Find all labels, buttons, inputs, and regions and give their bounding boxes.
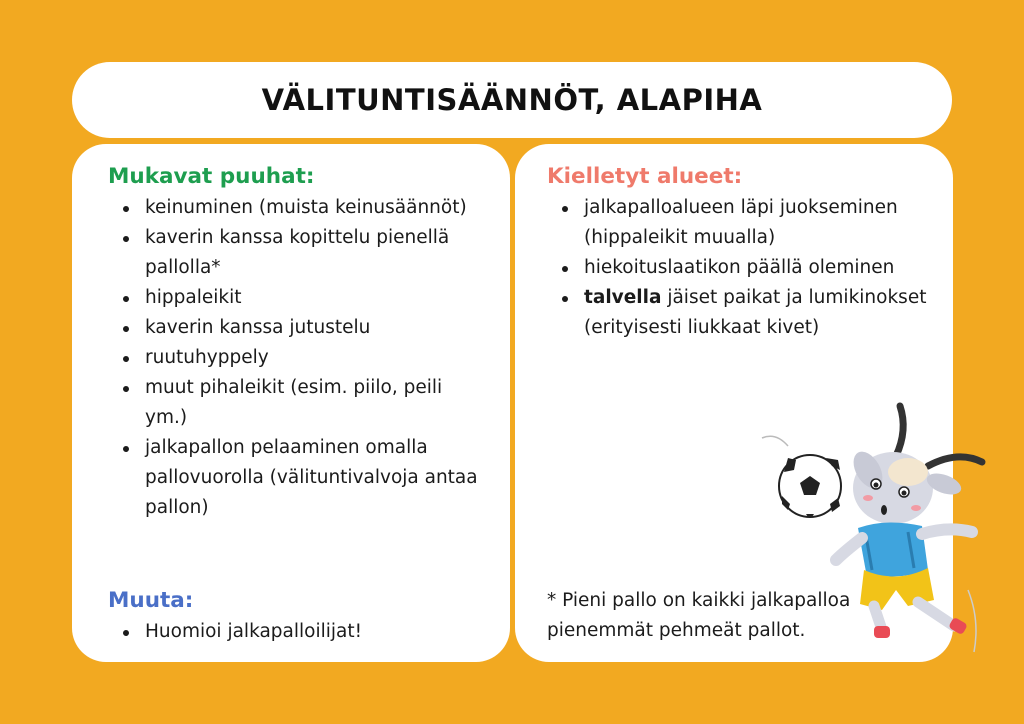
list-item: hippaleikit	[145, 283, 486, 313]
forbidden-list	[547, 193, 933, 343]
soccer-ball-icon	[779, 455, 841, 517]
goat-playing-football-icon	[758, 400, 988, 680]
allowed-activities-card	[72, 144, 510, 662]
forbidden-heading: Kielletyt alueet:	[547, 164, 743, 189]
other-list	[108, 617, 362, 647]
other-heading: Muuta:	[108, 588, 194, 613]
winter-rest: jäiset paikat ja lumikinokset (erityisesti liukkaat kivet)	[584, 287, 927, 338]
page-title: VÄLITUNTISÄÄNNÖT, ALAPIHA	[261, 83, 763, 117]
winter-bold: talvella	[584, 287, 662, 308]
list-item: jalkapalloalueen läpi juokseminen (hippaleikit muualla)	[584, 193, 933, 253]
allowed-list	[108, 193, 486, 523]
footnote: * Pieni pallo on kaikki jalkapalloa pienemmät pehmeät pallot.	[547, 590, 851, 641]
other-section	[108, 588, 362, 647]
list-item: hiekoituslaatikon päällä oleminen	[584, 253, 933, 283]
list-item: kaverin kanssa kopittelu pienellä pallolla*	[145, 223, 486, 283]
list-item: ruutuhyppely	[145, 343, 486, 373]
list-item: keinuminen (muista keinusäännöt)	[145, 193, 486, 223]
list-item	[584, 283, 933, 343]
list-item: jalkapallon pelaaminen omalla pallovuorolla (välituntivalvoja antaa pallon)	[145, 433, 486, 523]
list-item: Huomioi jalkapalloilijat!	[145, 617, 362, 647]
allowed-heading: Mukavat puuhat:	[108, 164, 315, 189]
title-banner	[72, 62, 952, 138]
list-item: kaverin kanssa jutustelu	[145, 313, 486, 343]
list-item: muut pihaleikit (esim. piilo, peili ym.)	[145, 373, 486, 433]
